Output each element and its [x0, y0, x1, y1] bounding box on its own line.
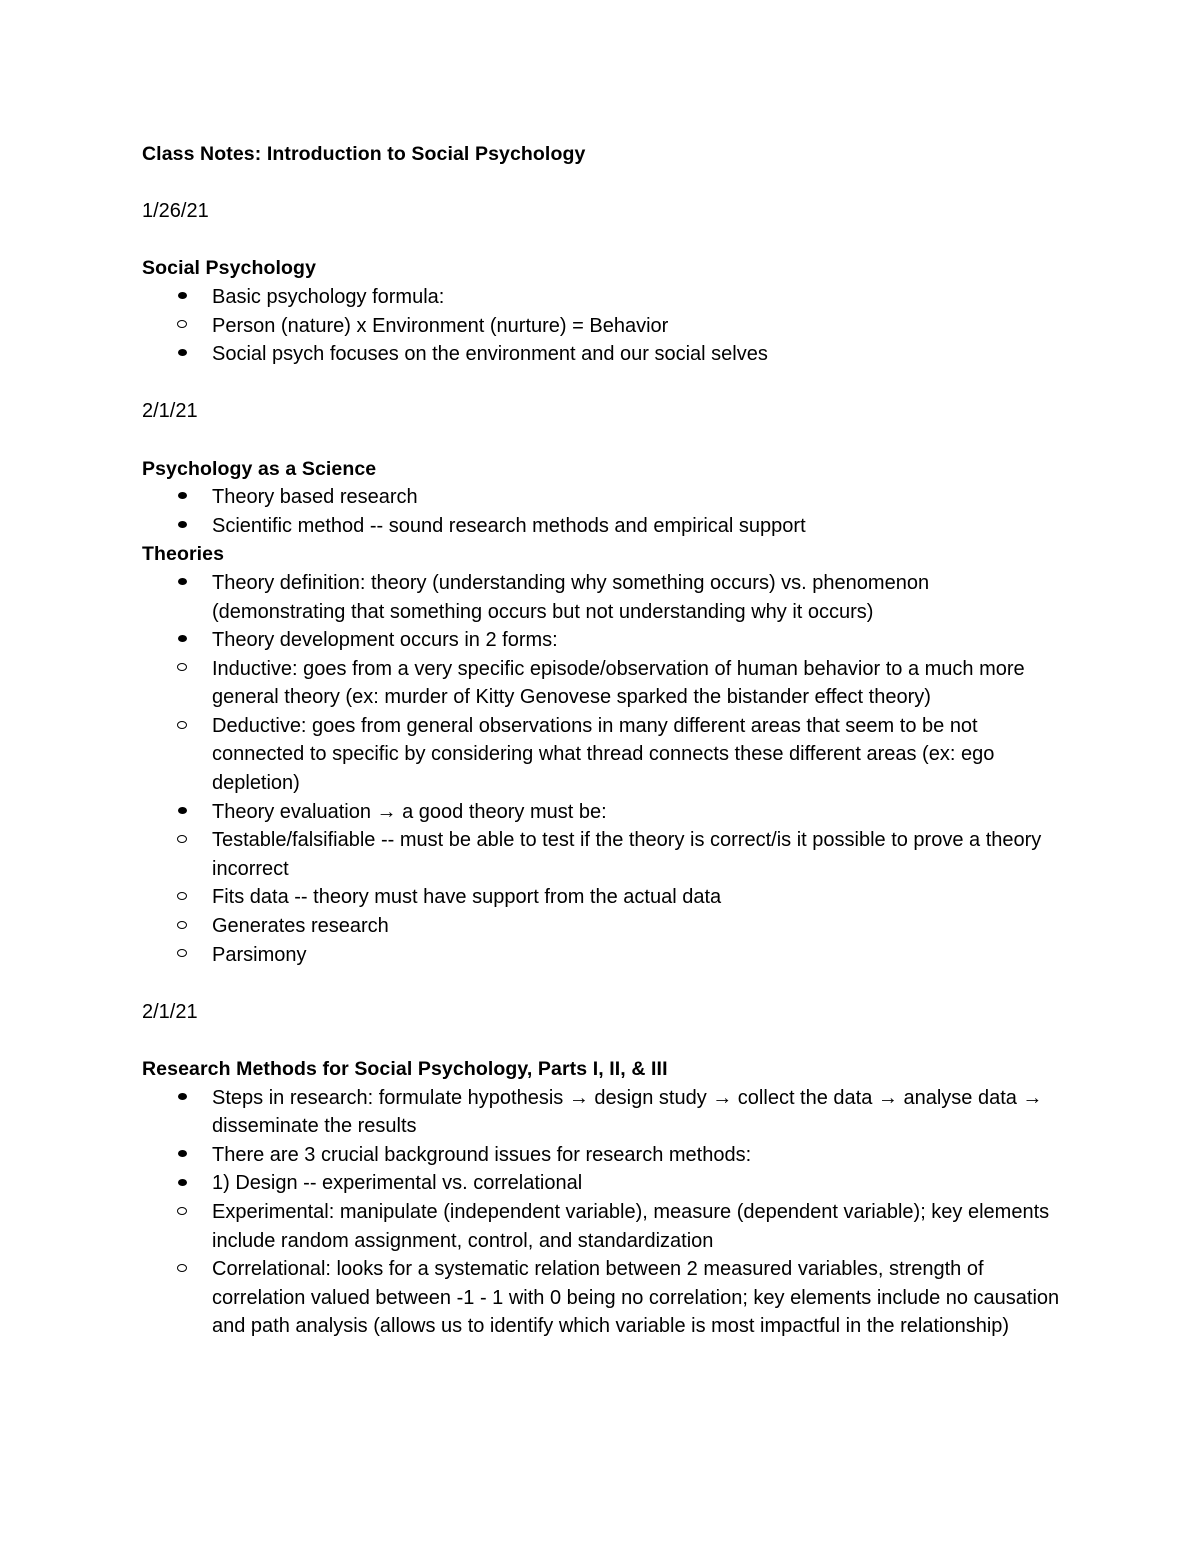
list-item: Theory evaluation → a good theory must be:	[142, 798, 1062, 827]
bullet-ring-icon	[172, 1198, 192, 1227]
bullet-list	[142, 1084, 1062, 1341]
bullet-dot-icon	[172, 1084, 192, 1113]
bullet-list	[142, 569, 1062, 969]
list-item: There are 3 crucial background issues for research methods:	[142, 1141, 1062, 1170]
list-item: Correlational: looks for a systematic relation between 2 measured variables, strength of correlation valued between -1 - 1 with 0 being no correlation; key elements include no causation and path analysis (allows us to identify which variable is most impactful in the relationship)	[72, 1255, 1062, 1341]
spacer	[142, 169, 1062, 198]
list-item-nested-wrapper	[142, 1198, 1062, 1341]
spacer	[142, 426, 1062, 455]
section-heading: Psychology as a Science	[142, 457, 377, 480]
bullet-dot-icon	[172, 512, 192, 541]
list-item: Theory definition: theory (understanding why something occurs) vs. phenomenon (demonstrating that something occurs but not understanding why it occurs)	[142, 569, 1062, 626]
list-item: Experimental: manipulate (independent variable), measure (dependent variable); key elements include random assignment, control, and standardization	[72, 1198, 1062, 1255]
list-item: Social psych focuses on the environment and our social selves	[142, 340, 1062, 369]
spacer	[142, 226, 1062, 255]
list-item: 1) Design -- experimental vs. correlational	[142, 1169, 1062, 1198]
nested-bullet-list	[142, 312, 1062, 341]
bullet-ring-icon	[172, 655, 192, 684]
bullet-dot-icon	[172, 798, 192, 827]
list-item: Steps in research: formulate hypothesis → design study → collect the data → analyse data → disseminate the results	[142, 1084, 1062, 1141]
bullet-ring-icon	[172, 941, 192, 970]
list-item: Inductive: goes from a very specific episode/observation of human behavior to a much more general theory (ex: murder of Kitty Genovese sparked the bistander effect theory)	[72, 655, 1062, 712]
section-subheading: Theories	[142, 543, 225, 566]
bullet-dot-icon	[172, 1141, 192, 1170]
bullet-ring-icon	[172, 1255, 192, 1284]
document-page	[142, 140, 1062, 1341]
section-heading: Social Psychology	[142, 257, 317, 280]
list-item: Person (nature) x Environment (nurture) = Behavior	[72, 312, 1062, 341]
bullet-list	[142, 283, 1062, 369]
list-item: Generates research	[72, 912, 1062, 941]
bullet-dot-icon	[172, 569, 192, 598]
bullet-dot-icon	[172, 283, 192, 312]
bullet-dot-icon	[172, 1169, 192, 1198]
list-item: Testable/falsifiable -- must be able to test if the theory is correct/is it possible to prove a theory incorrect	[72, 826, 1062, 883]
list-item-nested-wrapper	[142, 655, 1062, 798]
bullet-ring-icon	[172, 312, 192, 341]
list-item-nested-wrapper	[142, 826, 1062, 969]
section-heading: Research Methods for Social Psychology, Parts I, II, & III	[142, 1058, 668, 1080]
bullet-dot-icon	[172, 340, 192, 369]
bullet-ring-icon	[172, 826, 192, 855]
list-item: Theory based research	[142, 483, 1062, 512]
bullet-dot-icon	[172, 483, 192, 512]
document-title: Class Notes: Introduction to Social Psychology	[142, 143, 586, 165]
list-item: Basic psychology formula:	[142, 283, 1062, 312]
section-date: 2/1/21	[142, 1000, 198, 1023]
bullet-dot-icon	[172, 626, 192, 655]
list-item: Fits data -- theory must have support from the actual data	[72, 883, 1062, 912]
nested-bullet-list	[142, 1198, 1062, 1341]
spacer	[142, 1026, 1062, 1055]
bullet-ring-icon	[172, 712, 192, 741]
spacer	[142, 969, 1062, 998]
bullet-ring-icon	[172, 883, 192, 912]
list-item: Scientific method -- sound research methods and empirical support	[142, 512, 1062, 541]
spacer	[142, 369, 1062, 398]
list-item: Theory development occurs in 2 forms:	[142, 626, 1062, 655]
list-item-nested-wrapper	[142, 312, 1062, 341]
nested-bullet-list	[142, 655, 1062, 798]
section-date: 1/26/21	[142, 200, 209, 223]
nested-bullet-list	[142, 826, 1062, 969]
bullet-ring-icon	[172, 912, 192, 941]
bullet-list	[142, 483, 1062, 540]
list-item: Parsimony	[72, 941, 1062, 970]
list-item: Deductive: goes from general observations in many different areas that seem to be not connected to specific by considering what thread connects these different areas (ex: ego depletion)	[72, 712, 1062, 798]
section-date: 2/1/21	[142, 400, 198, 423]
